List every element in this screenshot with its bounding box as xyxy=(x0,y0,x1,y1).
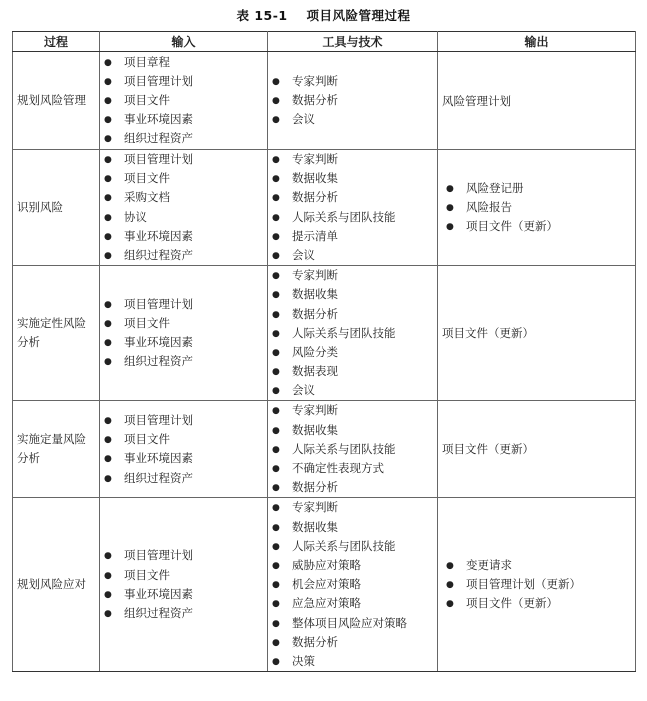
header-process: 过程 xyxy=(13,32,100,52)
inputs-cell xyxy=(100,52,268,150)
process-cell: 规划风险应对 xyxy=(13,498,100,672)
header-row xyxy=(13,32,636,52)
input-item: ● 组织过程资产 xyxy=(104,604,263,623)
input-item: ● 采购文档 xyxy=(104,188,263,207)
output-list xyxy=(446,556,631,614)
tools-cell xyxy=(268,401,438,498)
output-item: ● 项目管理计划（更新） xyxy=(446,575,631,594)
input-item: ● 组织过程资产 xyxy=(104,469,263,488)
input-item: ● 事业环境因素 xyxy=(104,449,263,468)
outputs-cell xyxy=(438,498,636,672)
output-text: 项目文件（更新） xyxy=(442,326,534,341)
tool-item: ● 专家判断 xyxy=(272,72,433,91)
input-item: ● 项目章程 xyxy=(104,53,263,72)
input-item: ● 项目管理计划 xyxy=(104,295,263,314)
table-number: 表 15-1 xyxy=(236,8,288,23)
input-item: ● 项目文件 xyxy=(104,430,263,449)
input-item: ● 项目管理计划 xyxy=(104,546,263,565)
tool-item: ● 专家判断 xyxy=(272,266,433,285)
tool-item: ● 人际关系与团队技能 xyxy=(272,208,433,227)
tool-list xyxy=(272,498,433,671)
tool-list xyxy=(272,72,433,130)
tool-item: ● 数据收集 xyxy=(272,421,433,440)
tool-item: ● 应急应对策略 xyxy=(272,594,433,613)
input-item: ● 组织过程资产 xyxy=(104,246,263,265)
input-list xyxy=(104,150,263,265)
process-cell: 规划风险管理 xyxy=(13,52,100,150)
input-item: ● 组织过程资产 xyxy=(104,129,263,148)
tool-item: ● 会议 xyxy=(272,246,433,265)
input-item: ● 项目文件 xyxy=(104,169,263,188)
input-item: ● 项目文件 xyxy=(104,91,263,110)
tool-item: ● 会议 xyxy=(272,381,433,400)
outputs-cell xyxy=(438,52,636,150)
tool-item: ● 人际关系与团队技能 xyxy=(272,537,433,556)
tool-item: ● 决策 xyxy=(272,652,433,671)
tools-cell xyxy=(268,498,438,672)
inputs-cell xyxy=(100,498,268,672)
tool-item: ● 数据分析 xyxy=(272,478,433,497)
input-item: ● 组织过程资产 xyxy=(104,352,263,371)
tool-item: ● 专家判断 xyxy=(272,401,433,420)
tool-list xyxy=(272,266,433,400)
tool-list xyxy=(272,150,433,265)
output-item: ● 风险报告 xyxy=(446,198,631,217)
tools-cell xyxy=(268,266,438,401)
table-title: 项目风险管理过程 xyxy=(306,8,411,23)
output-item: ● 项目文件（更新） xyxy=(446,594,631,613)
outputs-cell xyxy=(438,401,636,498)
process-cell: 识别风险 xyxy=(13,150,100,266)
tool-item: ● 数据分析 xyxy=(272,633,433,652)
tool-item: ● 整体项目风险应对策略 xyxy=(272,614,433,633)
risk-management-table xyxy=(12,31,636,672)
input-item: ● 项目管理计划 xyxy=(104,150,263,169)
table-row xyxy=(13,498,636,672)
table-caption xyxy=(0,6,647,24)
header-outputs: 输出 xyxy=(438,32,636,52)
tool-item: ● 数据收集 xyxy=(272,518,433,537)
input-item: ● 事业环境因素 xyxy=(104,227,263,246)
output-item: ● 风险登记册 xyxy=(446,179,631,198)
input-list xyxy=(104,53,263,149)
input-item: ● 项目文件 xyxy=(104,314,263,333)
input-item: ● 项目管理计划 xyxy=(104,411,263,430)
tools-cell xyxy=(268,150,438,266)
table-row xyxy=(13,266,636,401)
inputs-cell xyxy=(100,266,268,401)
output-list xyxy=(446,179,631,237)
outputs-cell xyxy=(438,150,636,266)
tool-item: ● 数据收集 xyxy=(272,169,433,188)
output-item: ● 变更请求 xyxy=(446,556,631,575)
outputs-cell xyxy=(438,266,636,401)
inputs-cell xyxy=(100,150,268,266)
process-cell: 实施定量风险分析 xyxy=(13,401,100,498)
input-item: ● 事业环境因素 xyxy=(104,333,263,352)
input-item: ● 协议 xyxy=(104,208,263,227)
tool-item: ● 人际关系与团队技能 xyxy=(272,440,433,459)
tool-item: ● 风险分类 xyxy=(272,343,433,362)
tools-cell xyxy=(268,52,438,150)
table-row xyxy=(13,150,636,266)
table-row xyxy=(13,401,636,498)
table-row xyxy=(13,52,636,150)
tool-item: ● 数据分析 xyxy=(272,91,433,110)
input-item: ● 项目文件 xyxy=(104,566,263,585)
tool-item: ● 数据分析 xyxy=(272,305,433,324)
tool-item: ● 机会应对策略 xyxy=(272,575,433,594)
input-list xyxy=(104,295,263,372)
output-item: ● 项目文件（更新） xyxy=(446,217,631,236)
tool-item: ● 不确定性表现方式 xyxy=(272,459,433,478)
input-item: ● 事业环境因素 xyxy=(104,110,263,129)
header-inputs: 输入 xyxy=(100,32,268,52)
process-cell: 实施定性风险分析 xyxy=(13,266,100,401)
output-text: 风险管理计划 xyxy=(442,93,511,108)
tool-item: ● 数据分析 xyxy=(272,188,433,207)
tool-item: ● 数据收集 xyxy=(272,285,433,304)
tool-item: ● 会议 xyxy=(272,110,433,129)
tool-item: ● 威胁应对策略 xyxy=(272,556,433,575)
output-text: 项目文件（更新） xyxy=(442,442,534,457)
tool-item: ● 专家判断 xyxy=(272,150,433,169)
input-list xyxy=(104,546,263,623)
header-tools: 工具与技术 xyxy=(268,32,438,52)
inputs-cell xyxy=(100,401,268,498)
tool-item: ● 数据表现 xyxy=(272,362,433,381)
input-list xyxy=(104,411,263,488)
tool-item: ● 人际关系与团队技能 xyxy=(272,324,433,343)
input-item: ● 事业环境因素 xyxy=(104,585,263,604)
tool-item: ● 提示清单 xyxy=(272,227,433,246)
tool-item: ● 专家判断 xyxy=(272,498,433,517)
input-item: ● 项目管理计划 xyxy=(104,72,263,91)
tool-list xyxy=(272,401,433,497)
